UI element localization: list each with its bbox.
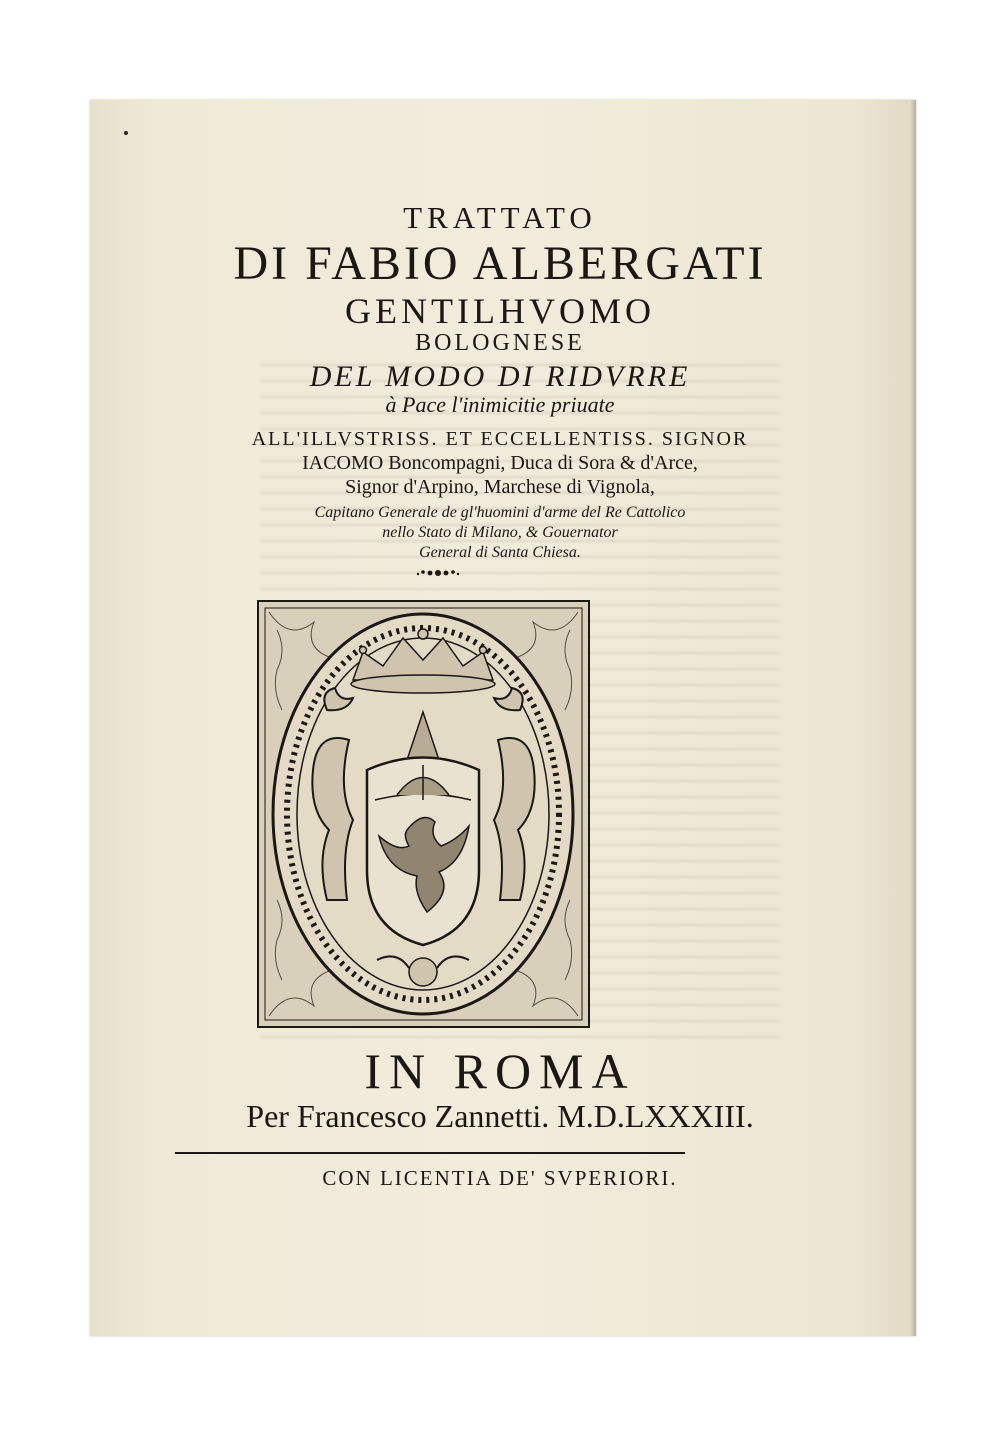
titles-line-1: Capitano Generale de gl'huomini d'arme del Re Cattolico: [314, 504, 686, 521]
subject-subline: à Pace l'inimicitie priuate: [385, 392, 615, 417]
author-rank: GENTILHVOMO: [345, 291, 655, 331]
subject-line: DEL MODO DI RIDVRRE: [309, 360, 691, 393]
titles-line-3: General di Santa Chiesa.: [419, 544, 581, 561]
dedication-line-3: Signor d'Arpino, Marchese di Vignola,: [345, 476, 655, 498]
imprint-city: IN ROMA: [364, 1043, 636, 1099]
divider-rule: [175, 1152, 685, 1154]
coat-of-arms-engraving: [257, 600, 590, 1028]
titles-line-2: nello Stato di Milano, & Gouernator: [382, 524, 618, 541]
dedication-line-1: ALL'ILLVSTRISS. ET ECCELLENTISS. SIGNOR: [251, 428, 749, 450]
fleuron-ornament: [415, 566, 461, 580]
ink-speck: [124, 131, 128, 135]
title-trattato: TRATTATO: [403, 200, 597, 235]
imprint-printer-date: Per Francesco Zannetti. M.D.LXXXIII.: [246, 1098, 754, 1134]
dedication-line-2: IACOMO Boncompagni, Duca di Sora & d'Arce,: [302, 452, 698, 474]
author-origin: BOLOGNESE: [415, 330, 585, 356]
author-name: DI FABIO ALBERGATI: [233, 237, 767, 290]
license-line: CON LICENTIA DE' SVPERIORI.: [322, 1166, 678, 1190]
